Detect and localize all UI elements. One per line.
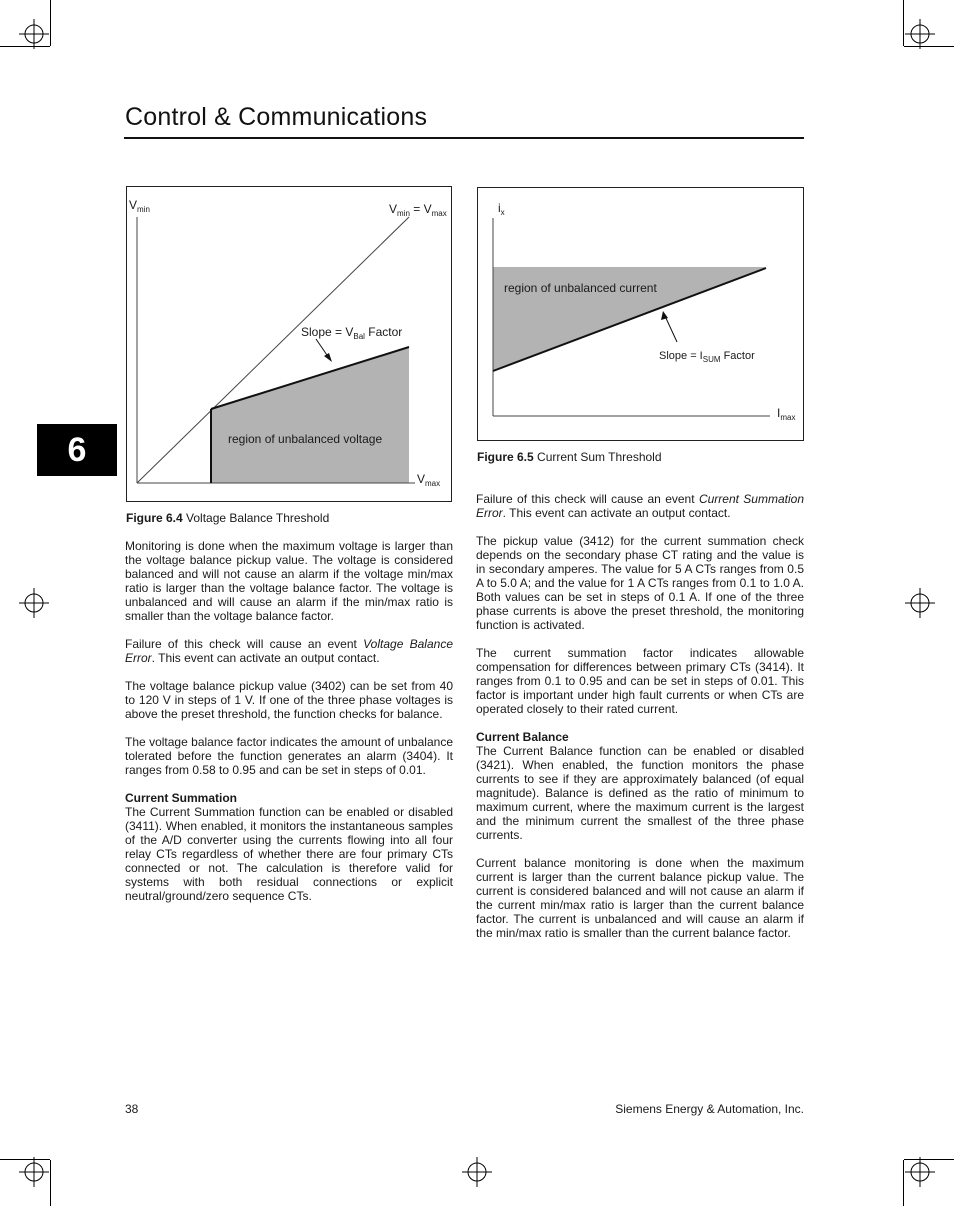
- arrow-line: [665, 316, 677, 342]
- region-label: region of unbalanced voltage: [228, 432, 383, 446]
- body-paragraph: The Current Balance function can be enabled or disabled (3421). When enabled, the function monitors the phase currents to see if they are approximately balanced (of equal magnitude). Balance is defined as the ratio of minimum to maximum current, where the maximum current is the largest and the minimum current the smallest of the three phase currents.: [476, 744, 804, 842]
- registration-mark-icon: [19, 1157, 49, 1187]
- body-paragraph: The Current Summation function can be enabled or disabled (3411). When enabled, it monitors the instantaneous samples of the A/D converter using the currents flowing into all four relay CTs regardless of whether there are four primary CTs connected or not. The calculation is therefore valid for systems with both residual connections or explicit neutral/ground/zero sequence CTs.: [125, 805, 453, 903]
- slope-label: Slope = $V_{Bal}$ Factor: [301, 325, 403, 341]
- chapter-tab: 6: [37, 424, 117, 476]
- registration-mark-icon: [905, 588, 935, 618]
- region-label: region of unbalanced current: [504, 281, 657, 295]
- arrow-head-icon: [324, 353, 332, 362]
- equality-label: $V_{min} = V_{max}$: [389, 202, 447, 218]
- registration-mark-icon: [19, 588, 49, 618]
- figure-6-4: [126, 186, 452, 502]
- x-axis-label: $V_{max}$: [417, 472, 441, 488]
- figure-6-5: [477, 187, 804, 441]
- body-paragraph: The current summation factor indicates allowable compensation for differences between primary CTs (3414). It ranges from 0.1 to 0.95 and can be set in steps of 0.01. This factor is important under high fault currents or when CTs are operated closely to their rated current.: [476, 646, 804, 716]
- right-column: [476, 492, 804, 954]
- figure-caption: Figure 6.4 Voltage Balance Threshold: [126, 511, 330, 525]
- x-axis-label: $I_{max}$: [777, 406, 796, 422]
- body-paragraph: The pickup value (3412) for the current summation check depends on the secondary phase CT rating and the value is in secondary amperes. The value for 5 A CTs ranges from 0.5 A to 5.0 A; and the value for 1 A CTs ranges from 0.1 to 1.0 A. Both values can be set in steps of 0.1 A. If one of the three phase currents is above the preset threshold, the monitoring function is activated.: [476, 534, 804, 632]
- y-axis-label: $i_x$: [498, 201, 505, 217]
- crop-mark: [50, 0, 51, 46]
- footer-company: Siemens Energy & Automation, Inc.: [615, 1102, 804, 1116]
- crop-mark: [903, 0, 904, 46]
- page-title: Control & Communications: [125, 103, 428, 131]
- registration-mark-icon: [19, 19, 49, 49]
- registration-mark-icon: [905, 1157, 935, 1187]
- unbalanced-voltage-region: [211, 347, 409, 483]
- registration-mark-icon: [905, 19, 935, 49]
- section-heading: Current Summation: [125, 791, 238, 805]
- body-paragraph: Monitoring is done when the maximum voltage is larger than the voltage balance pickup value. The voltage is considered balanced and will not cause an alarm if the voltage min/max ratio is larger than the voltage balance factor. The voltage is unbalanced and will cause an alarm if the min/max ratio is smaller than the voltage balance factor.: [125, 539, 453, 623]
- header-rule: [124, 137, 804, 139]
- body-paragraph: The voltage balance factor indicates the amount of unbalance tolerated before the function generates an alarm (3404). It ranges from 0.58 to 0.95 and can be set in steps of 0.01.: [125, 735, 453, 777]
- body-paragraph: Failure of this check will cause an event Current Summation Error. This event can activate an output contact.: [476, 492, 804, 520]
- crop-mark: [903, 1160, 904, 1206]
- left-column: [125, 539, 453, 917]
- slope-label: Slope = $I_{SUM}$ Factor: [659, 350, 755, 364]
- body-paragraph: Current balance monitoring is done when the maximum current is larger than the current balance pickup value. The current is considered balanced and will not cause an alarm if the current min/max ratio is larger than the current balance factor. The current is unbalanced and will cause an alarm if the min/max ratio is smaller than the current balance factor.: [476, 856, 804, 940]
- body-paragraph: The voltage balance pickup value (3402) can be set from 40 to 120 V in steps of 1 V. If one of the three phase voltages is above the preset threshold, the function checks for balance.: [125, 679, 453, 721]
- crop-mark: [50, 1160, 51, 1206]
- body-paragraph: Failure of this check will cause an event Voltage Balance Error. This event can activate an output contact.: [125, 637, 453, 665]
- page-number: 38: [125, 1102, 139, 1116]
- figure-caption: Figure 6.5 Current Sum Threshold: [477, 450, 662, 464]
- y-axis-label: $V_{min}$: [129, 198, 150, 214]
- registration-mark-icon: [462, 1157, 492, 1187]
- arrow-head-icon: [661, 311, 668, 320]
- section-heading: Current Balance: [476, 730, 569, 744]
